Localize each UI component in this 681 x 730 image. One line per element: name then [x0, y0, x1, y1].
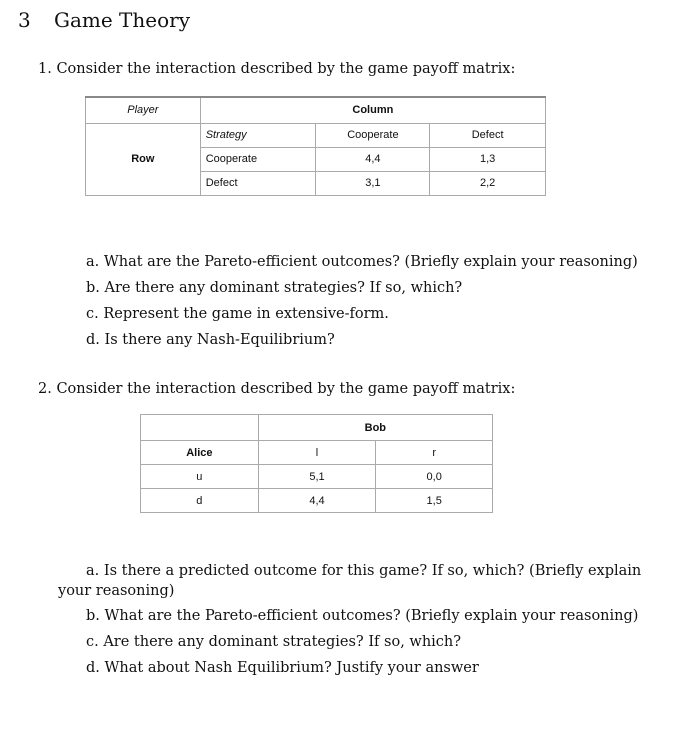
- payoff-cell: 0,0: [376, 465, 493, 489]
- payoff-cell: 1,3: [430, 147, 546, 171]
- col-header: l: [258, 441, 376, 465]
- column-label: Bob: [258, 415, 492, 441]
- table-row: [141, 465, 493, 489]
- payoff-cell: 4,4: [258, 489, 376, 513]
- q2-part-b: b. What are the Pareto-efficient outcomes? (Briefly explain your reasoning): [86, 608, 639, 624]
- payoff-cell: 5,1: [258, 465, 376, 489]
- payoff-cell: 4,4: [316, 147, 430, 171]
- table-row: [141, 489, 493, 513]
- row-label: Alice: [141, 441, 259, 465]
- q1-part-a: a. What are the Pareto-efficient outcomes? (Briefly explain your reasoning): [86, 254, 638, 270]
- q2-part-a-cont: your reasoning): [58, 583, 175, 599]
- payoff-cell: 3,1: [316, 171, 430, 195]
- row-label: Row: [86, 123, 201, 195]
- question-2: 2. Consider the interaction described by the game payoff matrix:: [38, 381, 516, 397]
- q2-part-c: c. Are there any dominant strategies? If so, which?: [86, 634, 462, 650]
- row-header: d: [141, 489, 259, 513]
- col-header: Cooperate: [316, 123, 430, 147]
- payoff-matrix-1: [85, 96, 546, 196]
- row-header: Defect: [200, 171, 316, 195]
- q1-part-c: c. Represent the game in extensive-form.: [86, 306, 389, 322]
- payoff-cell: 1,5: [376, 489, 493, 513]
- q2-part-d: d. What about Nash Equilibrium? Justify your answer: [86, 660, 479, 676]
- q1-part-d: d. Is there any Nash-Equilibrium?: [86, 332, 335, 348]
- col-header: r: [376, 441, 493, 465]
- player-label: Player: [86, 97, 201, 123]
- col-header: Defect: [430, 123, 546, 147]
- row-header: Cooperate: [200, 147, 316, 171]
- strategy-label: Strategy: [200, 123, 316, 147]
- payoff-cell: 2,2: [430, 171, 546, 195]
- payoff-matrix-2: [140, 414, 493, 513]
- section-heading: 3 Game Theory: [18, 8, 191, 32]
- q2-part-a: a. Is there a predicted outcome for this game? If so, which? (Briefly explain: [86, 563, 642, 579]
- row-header: u: [141, 465, 259, 489]
- column-label: Column: [200, 97, 545, 123]
- q1-part-b: b. Are there any dominant strategies? If so, which?: [86, 280, 463, 296]
- question-1: 1. Consider the interaction described by the game payoff matrix:: [38, 61, 516, 77]
